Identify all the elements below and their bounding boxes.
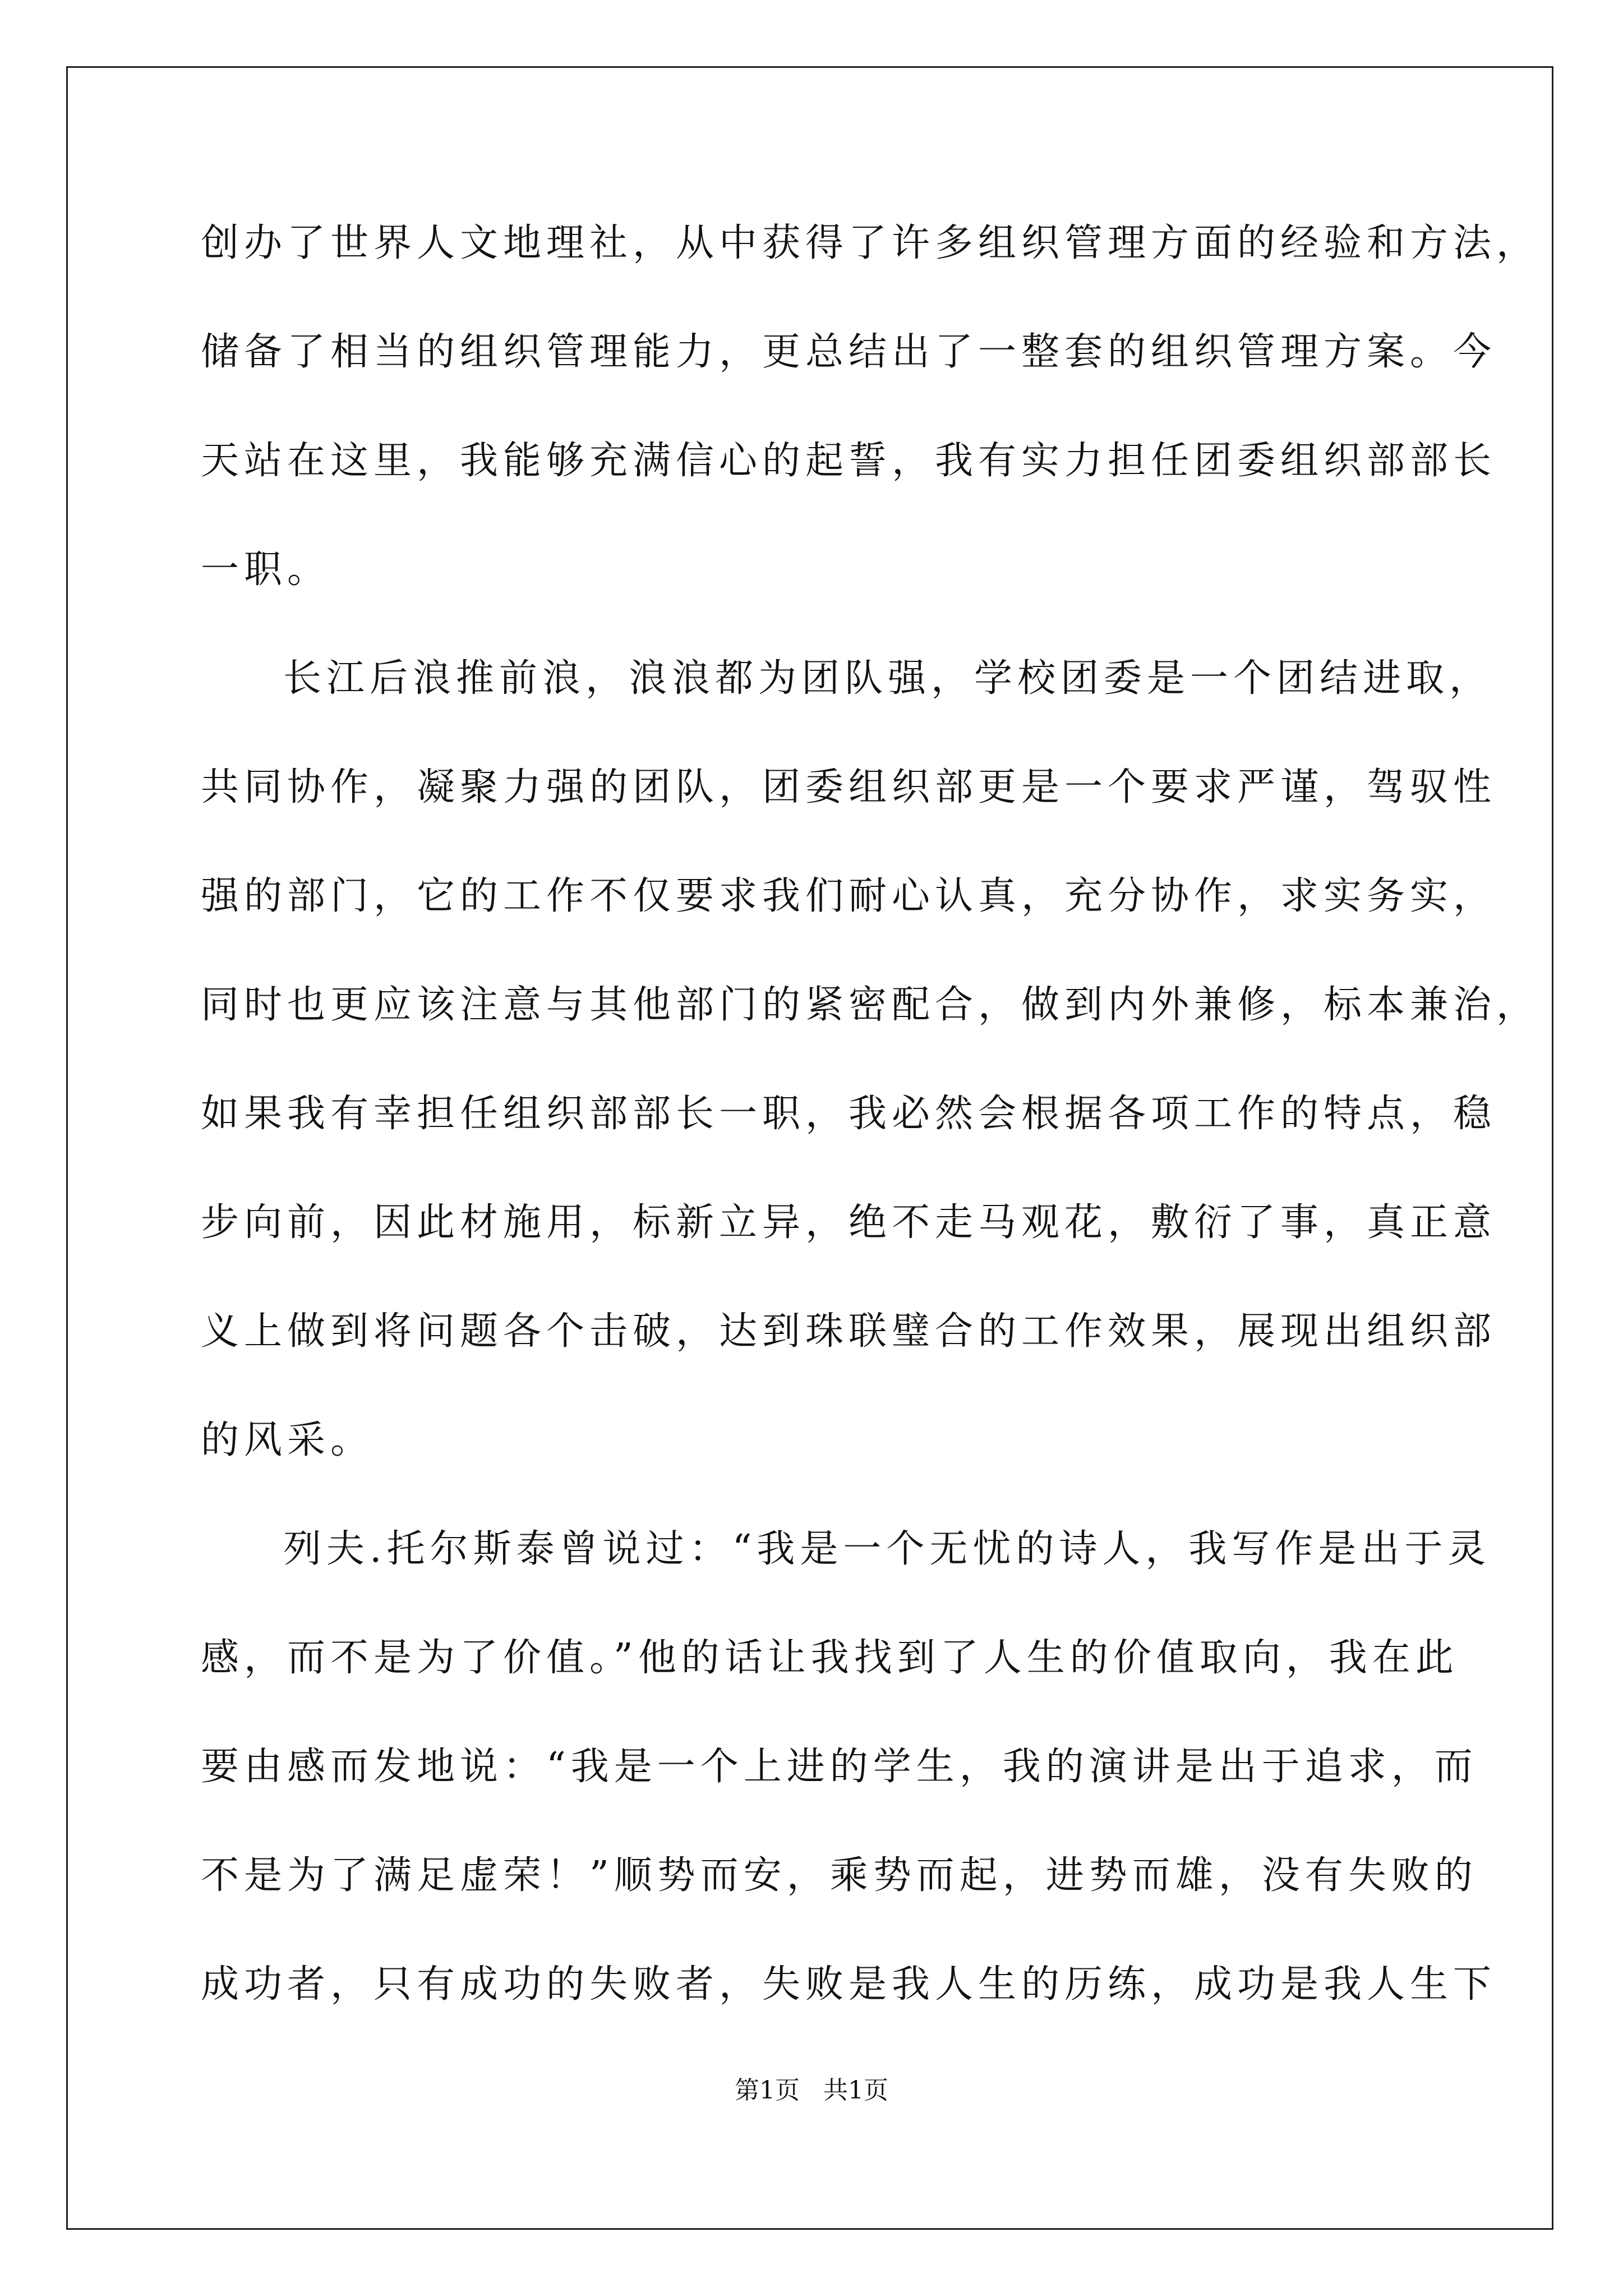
page-border [66, 66, 1553, 2230]
paragraph-line: 如果我有幸担任组织部部长一职，我必然会根据各项工作的特点，稳 [201, 1092, 1497, 1136]
paragraph-line: 一职。 [201, 547, 331, 592]
paragraph-line: 共同协作，凝聚力强的团队，团委组织部更是一个要求严谨，驾驭性 [201, 765, 1497, 809]
paragraph-line: 的风采。 [201, 1418, 374, 1462]
paragraph-line: 感，而不是为了价值。”他的话让我找到了人生的价值取向，我在此 [201, 1636, 1459, 1680]
paragraph-line: 步向前，因此材施用，标新立异，绝不走马观花，敷衍了事，真正意 [201, 1200, 1497, 1245]
paragraph-line: 义上做到将问题各个击破，达到珠联璧合的工作效果，展现出组织部 [201, 1309, 1497, 1354]
paragraph-line: 储备了相当的组织管理能力，更总结出了一整套的组织管理方案。今 [201, 330, 1497, 374]
paragraph-line: 同时也更应该注意与其他部门的紧密配合，做到内外兼修，标本兼治， [201, 983, 1540, 1027]
paragraph-line: 天站在这里，我能够充满信心的起誓，我有实力担任团委组织部部长 [201, 439, 1497, 483]
paragraph-line: 长江后浪推前浪，浪浪都为团队强，学校团委是一个团结进取， [283, 656, 1493, 701]
page-number: 第1页 共1页 [735, 2076, 888, 2105]
paragraph-line: 列夫.托尔斯泰曾说过：“我是一个无忧的诗人，我写作是出于灵 [283, 1527, 1491, 1571]
paragraph-line: 不是为了满足虚荣！”顺势而安，乘势而起，进势而雄，没有失败的 [201, 1853, 1478, 1898]
paragraph-line: 要由感而发地说：“我是一个上进的学生，我的演讲是出于追求，而 [201, 1745, 1478, 1789]
paragraph-line: 强的部门，它的工作不仅要求我们耐心认真，充分协作，求实务实， [201, 874, 1497, 918]
paragraph-line: 创办了世界人文地理社，从中获得了许多组织管理方面的经验和方法， [201, 221, 1540, 265]
paragraph-line: 成功者，只有成功的失败者，失败是我人生的历练，成功是我人生下 [201, 1962, 1497, 2007]
